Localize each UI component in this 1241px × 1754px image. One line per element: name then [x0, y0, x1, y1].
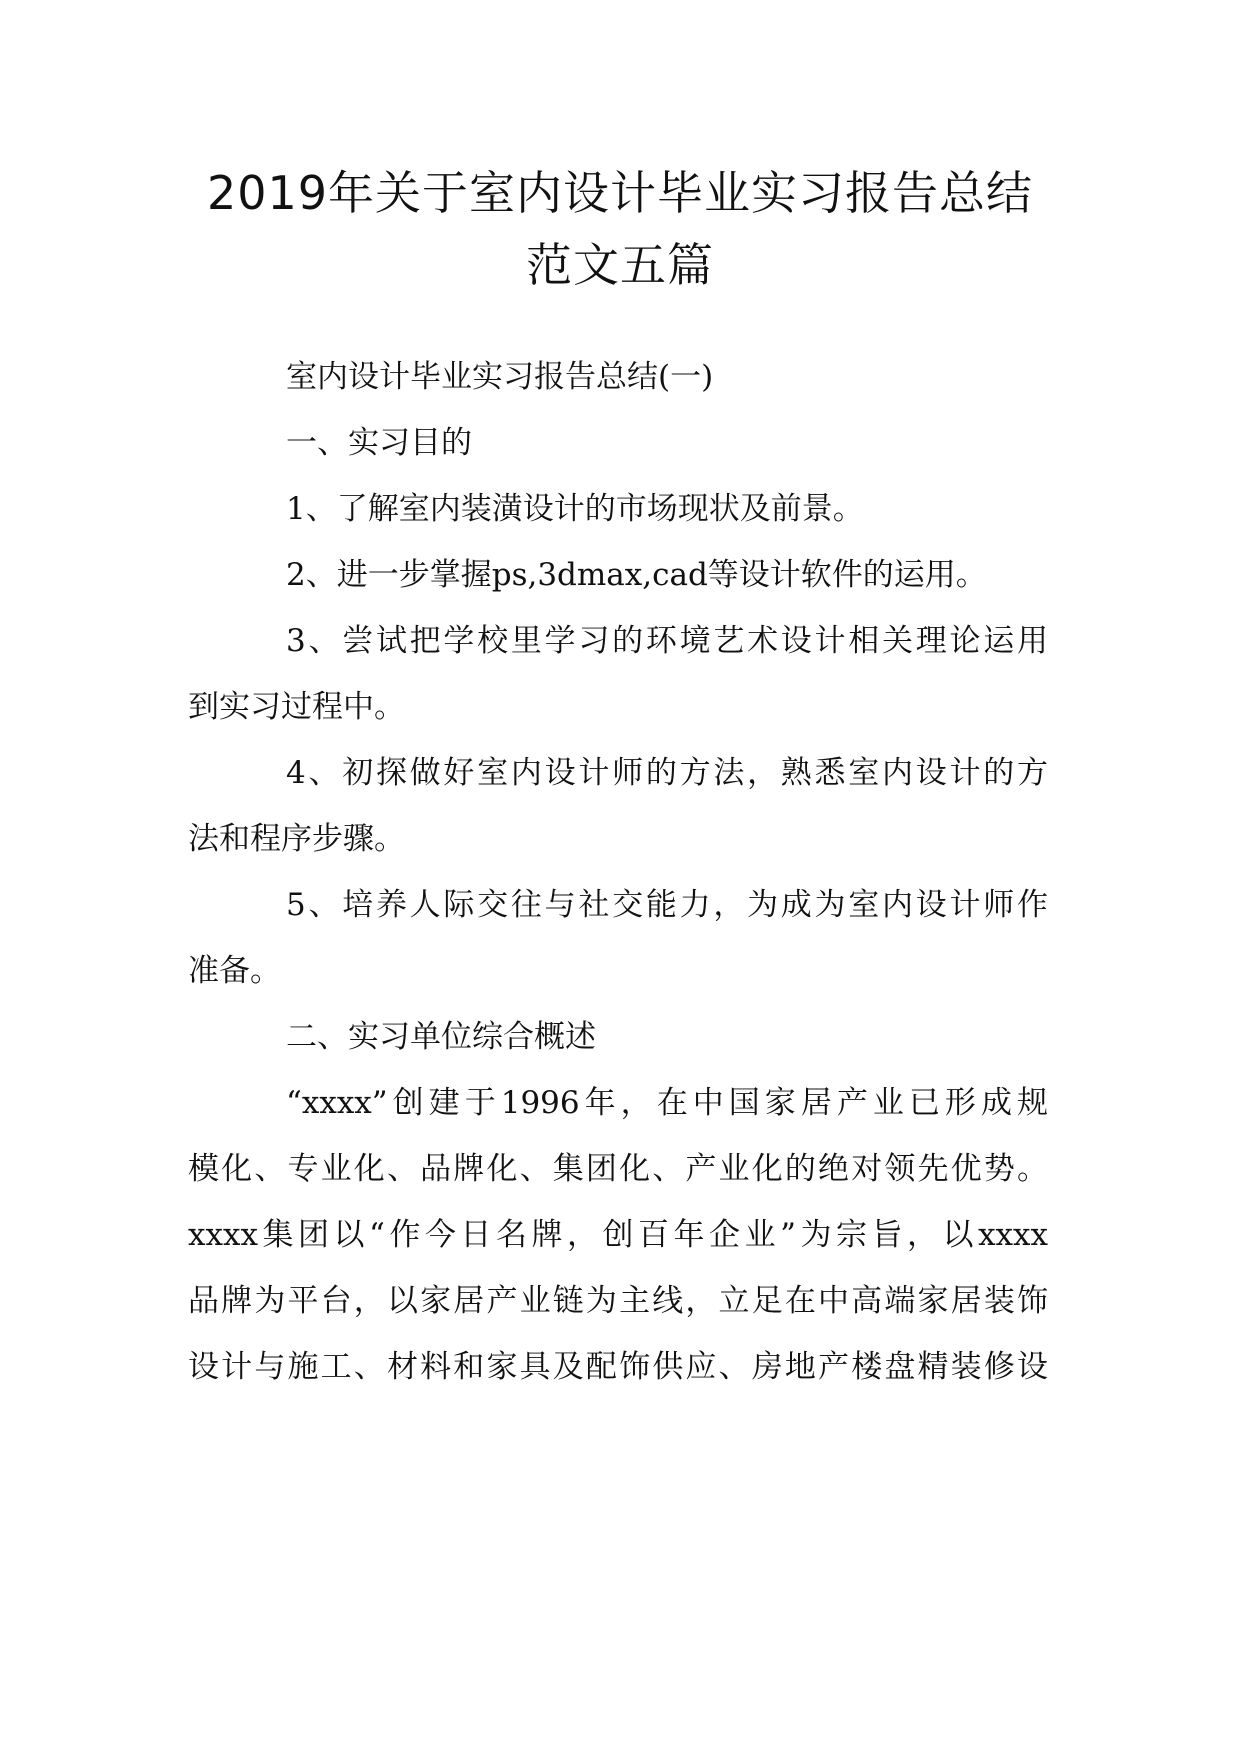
paragraph-line: 法和程序步骤。 — [188, 821, 405, 857]
paragraph-line: 1、了解室内装潢设计的市场现状及前景。 — [286, 491, 864, 527]
paragraph-line: 准备。 — [188, 953, 281, 989]
section-heading: 室内设计毕业实习报告总结(一) — [286, 359, 714, 395]
paragraph-line: “xxxx”创建于1996年，在中国家居产业已形成规 — [286, 1085, 1048, 1121]
paragraph-line: 4、初探做好室内设计师的方法，熟悉室内设计的方 — [286, 755, 1048, 791]
paragraph-line: 品牌为平台，以家居产业链为主线，立足在中高端家居装饰 — [188, 1283, 1048, 1319]
paragraph-line: 5、培养人际交往与社交能力，为成为室内设计师作 — [286, 887, 1048, 923]
paragraph-line: 模化、专业化、品牌化、集团化、产业化的绝对领先优势。 — [188, 1151, 1048, 1187]
paragraph-line: 设计与施工、材料和家具及配饰供应、房地产楼盘精装修设 — [188, 1349, 1048, 1385]
paragraph-line: xxxx集团以“作今日名牌，创百年企业”为宗旨，以xxxx — [188, 1217, 1048, 1253]
paragraph-line: 3、尝试把学校里学习的环境艺术设计相关理论运用 — [286, 623, 1048, 659]
subheading: 一、实习目的 — [286, 425, 472, 461]
paragraph-line: 2、进一步掌握ps,3dmax,cad等设计软件的运用。 — [286, 557, 987, 593]
document-title-line-2: 范文五篇 — [526, 238, 714, 292]
document-title-line-1: 2019年关于室内设计毕业实习报告总结 — [206, 166, 1034, 220]
subheading: 二、实习单位综合概述 — [286, 1019, 596, 1055]
paragraph-line: 到实习过程中。 — [188, 689, 405, 725]
